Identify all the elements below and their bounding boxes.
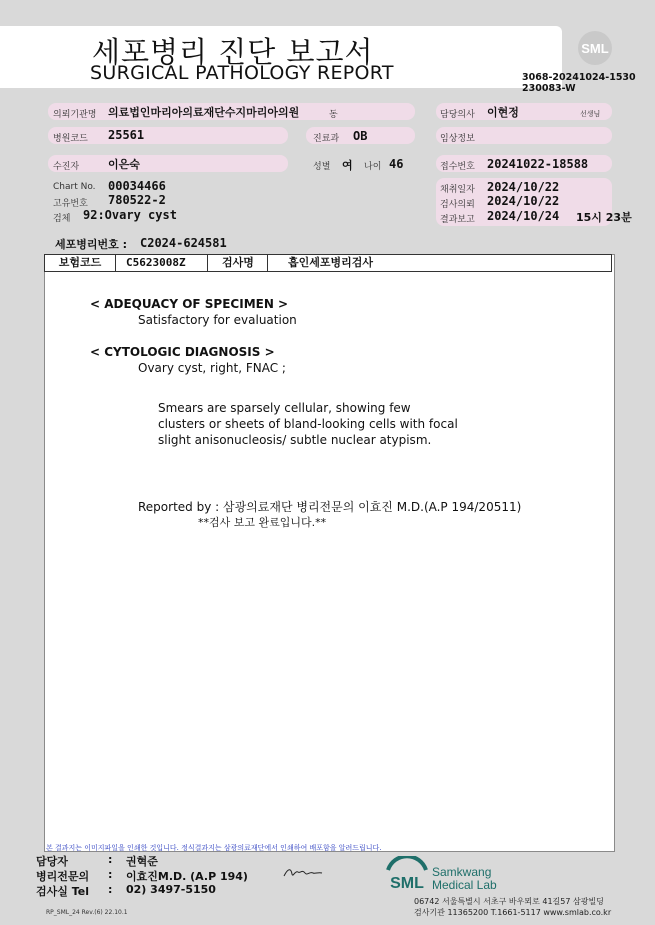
pathologist-colon: : bbox=[108, 868, 113, 881]
pathologist-value: 이효진M.D. (A.P 194) bbox=[126, 870, 248, 883]
insurance-code-label: 보험코드 bbox=[45, 255, 116, 271]
description-line-2: clusters or sheets of bland-looking cells with focal bbox=[158, 417, 458, 431]
lab-institution-info: 검사기관 11365200 T.1661-5117 www.smlab.co.kr bbox=[414, 908, 612, 917]
request-value: 2024/10/22 bbox=[487, 194, 560, 208]
sex-label: 성별 bbox=[313, 162, 331, 172]
page-title-english: SURGICAL PATHOLOGY REPORT bbox=[90, 62, 394, 84]
report-body bbox=[44, 254, 615, 852]
collect-value: 2024/10/22 bbox=[487, 180, 560, 194]
form-code: RP_SML_24 Rev.(6) 22.10.1 bbox=[46, 909, 128, 916]
specimen-label: 검체 bbox=[53, 214, 71, 224]
patient-value: 이은숙 bbox=[108, 158, 140, 171]
manager-colon: : bbox=[108, 853, 113, 866]
report-number-line2: 230083-W bbox=[522, 83, 576, 94]
manager-value: 권혁준 bbox=[126, 855, 158, 868]
samkwang-logo-icon bbox=[384, 856, 430, 898]
result-value: 2024/10/24 bbox=[487, 209, 560, 223]
hospital-code-label: 병원코드 bbox=[53, 134, 88, 144]
patient-pill bbox=[48, 155, 288, 172]
sex-value: 여 bbox=[342, 159, 353, 172]
patient-label: 수진자 bbox=[53, 162, 80, 172]
lab-name-line2: Medical Lab bbox=[432, 878, 497, 892]
diagnosis-text: Ovary cyst, right, FNAC ; bbox=[138, 361, 286, 375]
result-label: 결과보고 bbox=[440, 215, 475, 225]
sml-logo-text: SML bbox=[581, 41, 609, 56]
test-header-row bbox=[44, 254, 612, 272]
lab-name bbox=[432, 866, 497, 892]
samkwang-logo-text: SML bbox=[390, 875, 424, 892]
doctor-label: 담당의사 bbox=[440, 110, 475, 120]
insurance-code-value: C5623008Z bbox=[116, 255, 208, 271]
id-value: 780522-2 bbox=[108, 193, 166, 207]
reported-by: Reported by : 삼광의료재단 병리전문의 이효진 M.D.(A.P 194/20511) bbox=[138, 500, 522, 514]
test-name-value: 흡인세포병리검사 bbox=[288, 256, 374, 269]
pathologist-label: 병리전문의 bbox=[36, 870, 90, 883]
doctor-suffix: 선생님 bbox=[580, 110, 601, 118]
sml-logo-icon bbox=[577, 30, 613, 66]
age-label: 나이 bbox=[364, 162, 382, 172]
result-time: 15시 23분 bbox=[576, 211, 632, 224]
ward-label: 동 bbox=[329, 110, 338, 120]
report-number-line1: 3068-20241024-1530 bbox=[522, 72, 636, 83]
description-line-3: slight anisonucleosis/ subtle nuclear atypism. bbox=[158, 433, 432, 447]
page-title: 세포병리 진단 보고서 bbox=[92, 35, 374, 69]
institution-label: 의뢰기관명 bbox=[53, 110, 97, 120]
age-value: 46 bbox=[389, 157, 404, 171]
signature-icon bbox=[282, 864, 324, 880]
chart-value: 00034466 bbox=[108, 179, 166, 193]
collect-label: 채취일자 bbox=[440, 185, 475, 195]
chart-label: Chart No. bbox=[53, 182, 96, 192]
lab-address: 06742 서울특별시 서초구 바우뫼로 41길57 삼광빌딩 bbox=[414, 897, 604, 906]
tel-label: 검사실 Tel bbox=[36, 885, 89, 898]
cyto-number-value: C2024-624581 bbox=[140, 236, 227, 250]
adequacy-text: Satisfactory for evaluation bbox=[138, 313, 297, 327]
specimen-value: 92:Ovary cyst bbox=[83, 208, 177, 222]
report-complete: **검사 보고 완료입니다.** bbox=[198, 516, 327, 529]
cyto-number-label: 세포병리번호 : bbox=[55, 238, 127, 251]
report-number bbox=[522, 72, 636, 94]
institution-value: 의료법인마리아의료재단수지마리아의원 bbox=[108, 106, 300, 119]
dept-label: 진료과 bbox=[313, 134, 340, 144]
lab-name-line1: Samkwang bbox=[432, 865, 492, 879]
tel-colon: : bbox=[108, 883, 113, 896]
adequacy-heading: < ADEQUACY OF SPECIMEN > bbox=[90, 297, 289, 311]
receipt-label: 접수번호 bbox=[440, 162, 475, 172]
id-label: 고유번호 bbox=[53, 199, 88, 209]
description-line-1: Smears are sparsely cellular, showing few bbox=[158, 401, 411, 415]
hospital-code-value: 25561 bbox=[108, 128, 145, 142]
request-label: 검사의뢰 bbox=[440, 200, 475, 210]
notice-text: 본 결과지는 이미지파일을 인쇄한 것입니다. 정식결과지는 삼광의료재단에서 인쇄하여 배포함을 알려드립니다. bbox=[46, 844, 382, 852]
clinical-info-label: 임상정보 bbox=[440, 134, 475, 144]
tel-value: 02) 3497-5150 bbox=[126, 883, 216, 896]
test-name-label: 검사명 bbox=[209, 255, 268, 271]
doctor-value: 이현정 bbox=[487, 106, 519, 119]
diagnosis-heading: < CYTOLOGIC DIAGNOSIS > bbox=[90, 345, 275, 359]
receipt-value: 20241022-18588 bbox=[487, 157, 589, 171]
manager-label: 담당자 bbox=[36, 855, 68, 868]
dept-value: OB bbox=[353, 129, 368, 143]
